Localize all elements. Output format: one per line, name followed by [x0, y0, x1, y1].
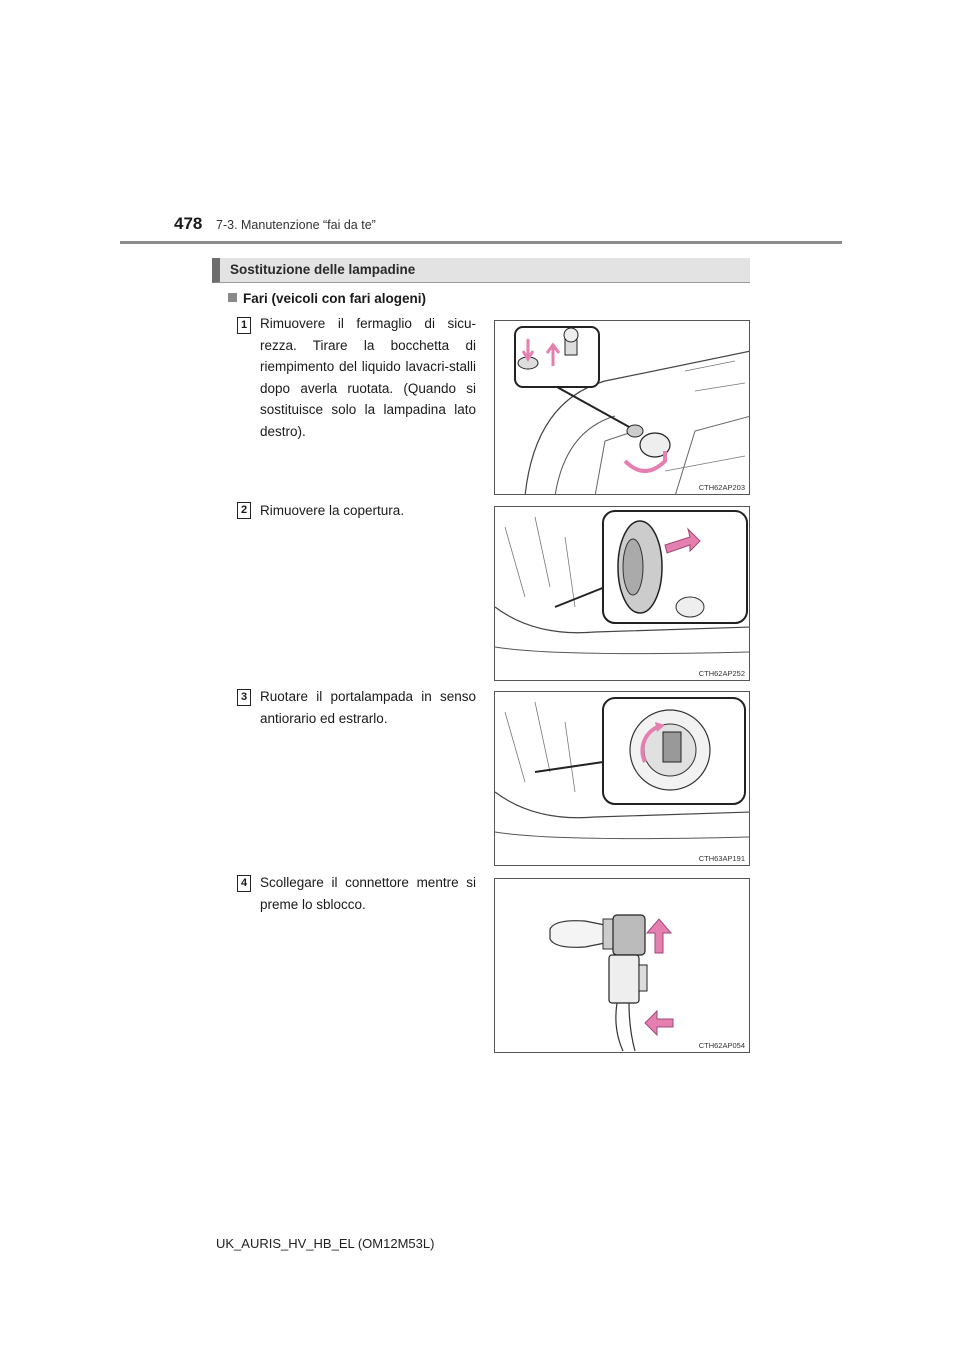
header-rule — [120, 241, 842, 244]
running-head: 7-3. Manutenzione “fai da te” — [216, 218, 376, 232]
figure-code: CTH63AP191 — [698, 854, 745, 863]
figure-step-3 — [494, 691, 750, 866]
section-title: Sostituzione delle lampadine — [230, 262, 416, 277]
square-bullet-icon — [228, 293, 237, 302]
subheading — [228, 291, 426, 306]
document-code-footer: UK_AURIS_HV_HB_EL (OM12M53L) — [216, 1236, 435, 1251]
washer-filler-illustration — [495, 321, 750, 495]
figure-code: CTH62AP203 — [698, 483, 745, 492]
step-number-4: 4 — [237, 875, 251, 892]
figure-step-1 — [494, 320, 750, 495]
figure-code: CTH62AP252 — [698, 669, 745, 678]
figure-code: CTH62AP054 — [698, 1041, 745, 1050]
step-number-1: 1 — [237, 317, 251, 334]
figure-step-4 — [494, 878, 750, 1053]
page-number: 478 — [174, 214, 203, 233]
section-header-bar — [212, 258, 750, 283]
bulb-connector-illustration — [495, 879, 750, 1053]
step-text-3: Ruotare il portalampada in senso antiorario ed estrarlo. — [260, 689, 476, 726]
subheading-text: Fari (veicoli con fari alogeni) — [243, 291, 427, 306]
headlight-cover-illustration — [495, 507, 750, 681]
bulb-socket-illustration — [495, 692, 750, 866]
step-number-3: 3 — [237, 689, 251, 706]
step-number-2: 2 — [237, 502, 251, 519]
step-text-2: Rimuovere la copertura. — [260, 503, 405, 518]
step-text-1: Rimuovere il fermaglio di sicu-rezza. Tirare la bocchetta di riempimento del liquido lavacri-stalli dopo averla ruotata. (Quando si sostituisce solo la lampadina lato destro). — [260, 316, 476, 439]
step-text-4: Scollegare il connettore mentre si preme lo sblocco. — [260, 875, 476, 912]
figure-step-2 — [494, 506, 750, 681]
